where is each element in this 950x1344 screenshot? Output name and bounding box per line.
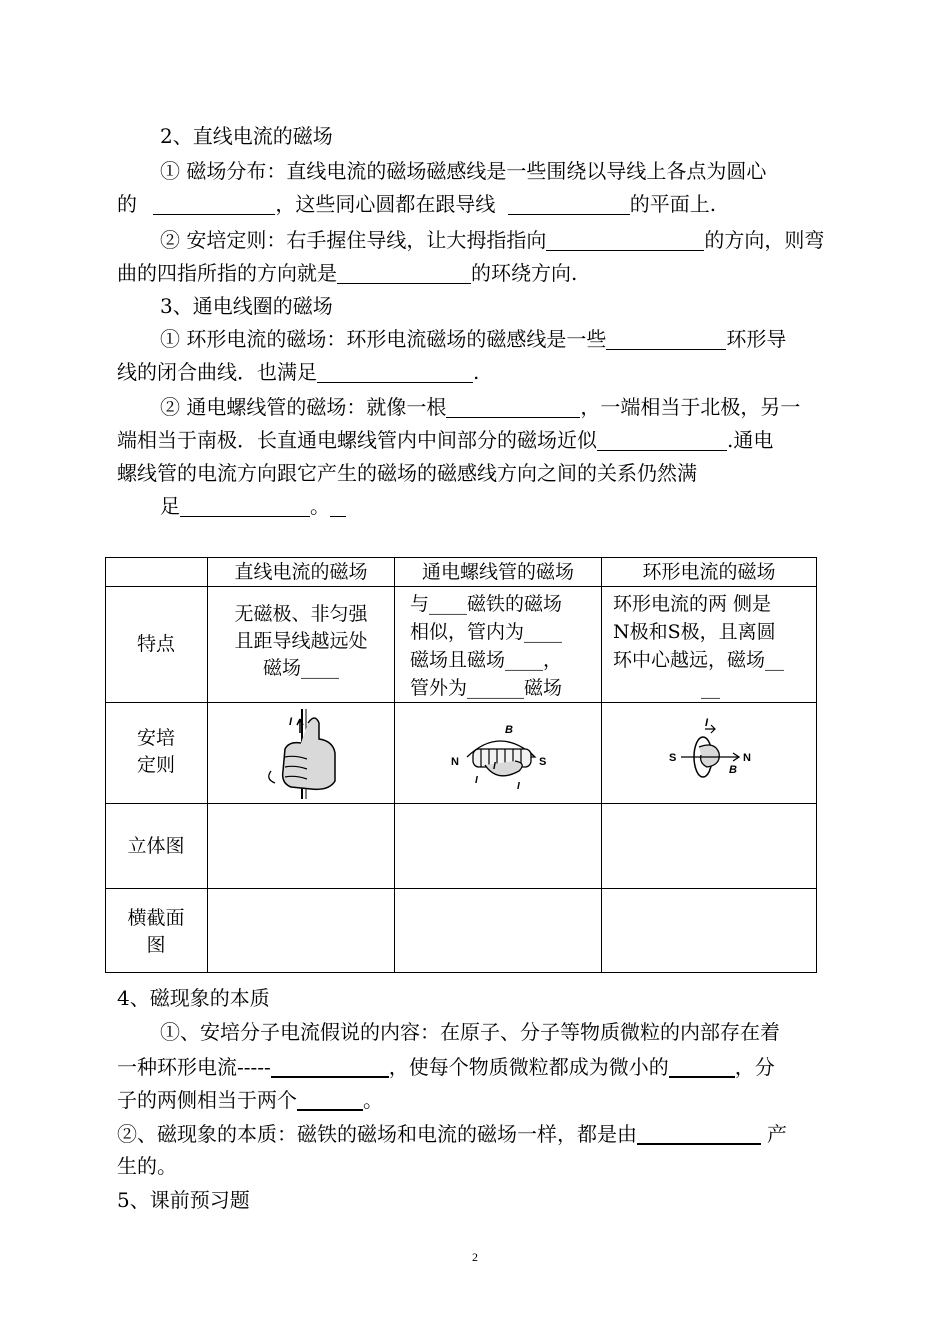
- sec4-p1-text: ，分: [734, 1055, 775, 1079]
- feature-line: 无磁极、非匀强: [234, 603, 368, 625]
- answer-blank[interactable]: [180, 496, 310, 517]
- sec3-p2-text: 端相当于南极．长直通电螺线管内中间部分的磁场近似: [117, 428, 597, 452]
- sec4-para1-line3: [117, 1086, 383, 1114]
- sec4-p1-text: ，使每个物质微粒都成为微小的: [388, 1055, 669, 1079]
- feature-line: 磁场且磁场____，: [410, 649, 563, 671]
- sec2-p1-text: 的平面上.: [629, 192, 717, 216]
- answer-blank[interactable]: [597, 430, 727, 451]
- sec4-p2-text: 产: [767, 1122, 787, 1146]
- feature-line: __: [701, 677, 720, 699]
- sec2-p1-text: 的: [117, 192, 137, 216]
- col-header-straight: 直线电流的磁场: [234, 561, 368, 583]
- sec2-p1-text: ，这些同心圆都在跟导线: [275, 192, 496, 216]
- feature-solenoid: [410, 590, 600, 702]
- sec3-p2-text: 足: [160, 494, 180, 518]
- south-pole-label: S: [539, 756, 547, 768]
- sec3-p1-text: 线的闭合曲线．也满足: [117, 360, 317, 384]
- table-border: [105, 803, 817, 804]
- sec4-p1-text: 子的两侧相当于两个: [117, 1088, 297, 1112]
- answer-blank[interactable]: [317, 362, 473, 383]
- sec4-para2-line1: [117, 1120, 787, 1148]
- sec4-para2-line2: 生的。: [117, 1154, 177, 1178]
- sec3-p2-text: ，一端相当于北极，另一: [580, 395, 801, 419]
- sec4-p1-text: 。: [363, 1088, 383, 1112]
- sec3-p1-text: .: [473, 360, 480, 384]
- row-label-ampere-rule: 安培 定则: [136, 727, 175, 776]
- row-label-3d-view: 立体图: [127, 835, 185, 857]
- answer-blank[interactable]: [330, 496, 346, 517]
- answer-blank[interactable]: [297, 1089, 363, 1111]
- current-label: I: [517, 781, 520, 792]
- field-label: B: [505, 724, 513, 736]
- feature-line: 与____磁铁的磁场: [410, 593, 563, 615]
- sec3-para2-line4: [160, 492, 346, 520]
- table-border: [816, 557, 817, 973]
- sec2-para2-line1: [160, 226, 824, 254]
- south-pole-label: S: [669, 752, 677, 764]
- north-pole-label: N: [743, 752, 751, 764]
- row-label-cross-section: 横截面 图: [127, 907, 185, 956]
- sec3-p2-text: 。: [310, 494, 330, 518]
- feature-line: 管外为______磁场: [410, 677, 563, 699]
- section-5-heading: 5、课前预习题: [117, 1188, 250, 1212]
- current-label: I: [705, 717, 709, 729]
- feature-straight-current: [208, 601, 394, 682]
- answer-blank[interactable]: [153, 194, 275, 215]
- sec3-p1-text: ① 环形电流的磁场：环形电流磁场的磁感线是一些: [160, 327, 607, 351]
- feature-line: 磁场____: [262, 657, 339, 679]
- table-border: [394, 557, 395, 973]
- hand-icon: [699, 745, 719, 767]
- page-number: 2: [472, 1250, 478, 1264]
- table-border: [105, 888, 817, 889]
- answer-blank[interactable]: [669, 1056, 735, 1078]
- col-header-loop: 环形电流的磁场: [642, 561, 776, 583]
- answer-blank[interactable]: [546, 230, 704, 251]
- sec3-p1-text: 环形导: [726, 327, 787, 351]
- sec4-para1-line2: [117, 1053, 775, 1081]
- sec4-para1-line1: ①、安培分子电流假说的内容：在原子、分子等物质微粒的内部存在着: [160, 1020, 780, 1044]
- sec3-p2-text: ② 通电螺线管的磁场：就像一根: [160, 395, 447, 419]
- feature-line: 且距导线越远处: [234, 630, 368, 652]
- field-label: B: [729, 764, 737, 776]
- right-hand-solenoid-illustration: [445, 719, 555, 799]
- sec3-para1-line1: [160, 325, 786, 353]
- hand-icon: [283, 718, 335, 789]
- right-hand-straight-wire-illustration: [255, 709, 347, 799]
- row-label-features: 特点: [136, 633, 175, 655]
- sec2-p2-text: ② 安培定则：右手握住导线，让大拇指指向: [160, 228, 547, 252]
- right-hand-loop-illustration: [665, 717, 761, 797]
- sec3-para1-line2: [117, 358, 479, 386]
- sec3-para2-line3: 螺线管的电流方向跟它产生的磁场的磁感线方向之间的关系仍然满: [117, 461, 697, 485]
- feature-line: 相似，管内为____: [410, 621, 563, 643]
- feature-line: 环中心越远，磁场__: [613, 649, 785, 671]
- answer-blank[interactable]: [446, 397, 580, 418]
- answer-blank[interactable]: [271, 1056, 389, 1078]
- answer-blank[interactable]: [337, 263, 471, 284]
- magnetic-field-comparison-table: [105, 557, 817, 973]
- table-border: [105, 557, 817, 558]
- current-label: I: [289, 716, 293, 728]
- sec2-p2-text: 的环绕方向.: [471, 261, 578, 285]
- sec4-p1-text: 一种环形电流-----: [117, 1055, 271, 1079]
- answer-blank[interactable]: [637, 1123, 761, 1145]
- sec3-p2-text: .通电: [727, 428, 774, 452]
- sec2-p2-text: 曲的四指所指的方向就是: [117, 261, 337, 285]
- sec2-p2-text: 的方向，则弯: [704, 228, 825, 252]
- field-arrow-icon: [269, 771, 275, 783]
- table-border: [105, 586, 817, 587]
- table-border: [105, 972, 817, 973]
- answer-blank[interactable]: [606, 329, 726, 350]
- table-border: [105, 702, 817, 703]
- current-label: I: [475, 775, 478, 786]
- sec3-para2-line1: [160, 393, 800, 421]
- current-label: I: [493, 761, 496, 772]
- sec3-para2-line2: [117, 426, 773, 454]
- feature-loop-current: [613, 590, 813, 702]
- section-3-heading: 3、通电线圈的磁场: [160, 294, 333, 318]
- feature-line: 环形电流的两 侧是: [613, 593, 772, 615]
- col-header-solenoid: 通电螺线管的磁场: [421, 561, 574, 583]
- sec2-para2-line2: [117, 259, 577, 287]
- section-4-heading: 4、磁现象的本质: [117, 986, 270, 1010]
- table-border: [601, 557, 602, 973]
- section-2-heading: 2、直线电流的磁场: [160, 124, 333, 148]
- answer-blank[interactable]: [508, 194, 630, 215]
- sec4-p2-text: ②、磁现象的本质：磁铁的磁场和电流的磁场一样，都是由: [117, 1122, 637, 1146]
- feature-line: N极和S极，且离圆: [613, 621, 776, 643]
- sec2-para1-line1: ① 磁场分布：直线电流的磁场磁感线是一些围绕以导线上各点为圆心: [160, 159, 767, 183]
- north-pole-label: N: [451, 756, 459, 768]
- sec2-para1-line2: [117, 190, 716, 218]
